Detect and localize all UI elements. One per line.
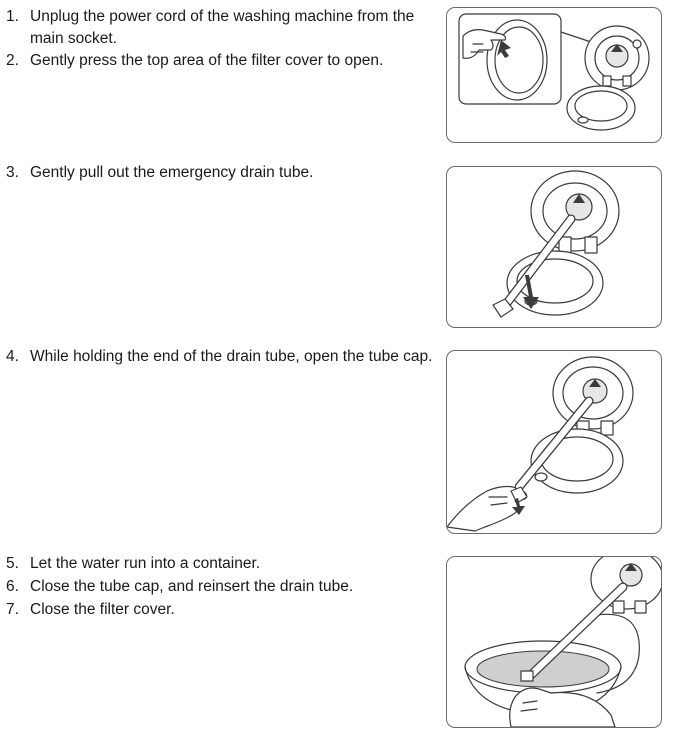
step-number: 5.	[6, 555, 19, 572]
step-2	[6, 50, 446, 72]
step-text: Unplug the power cord of the washing machine from the main socket.	[30, 8, 415, 47]
step-7	[6, 599, 446, 621]
step-text: While holding the end of the drain tube, open the tube cap.	[30, 348, 433, 365]
step-number: 6.	[6, 578, 19, 595]
step-number: 3.	[6, 164, 19, 181]
illustration-press-filter-cover	[446, 7, 662, 143]
step-number: 2.	[6, 52, 19, 69]
step-3	[6, 162, 446, 184]
step-number: 7.	[6, 601, 19, 618]
illustration-drain-into-container	[446, 556, 662, 728]
illustration-pull-drain-tube	[446, 166, 662, 328]
step-text: Gently pull out the emergency drain tube.	[30, 164, 314, 181]
step-number: 1.	[6, 8, 19, 25]
illustration-open-tube-cap	[446, 350, 662, 534]
step-text: Close the filter cover.	[30, 601, 175, 618]
step-1	[6, 6, 446, 50]
step-text: Gently press the top area of the filter cover to open.	[30, 52, 384, 69]
step-6	[6, 576, 446, 598]
step-5	[6, 553, 446, 575]
step-text: Let the water run into a container.	[30, 555, 261, 572]
step-text: Close the tube cap, and reinsert the drain tube.	[30, 578, 354, 595]
step-number: 4.	[6, 348, 19, 365]
step-4	[6, 346, 446, 368]
